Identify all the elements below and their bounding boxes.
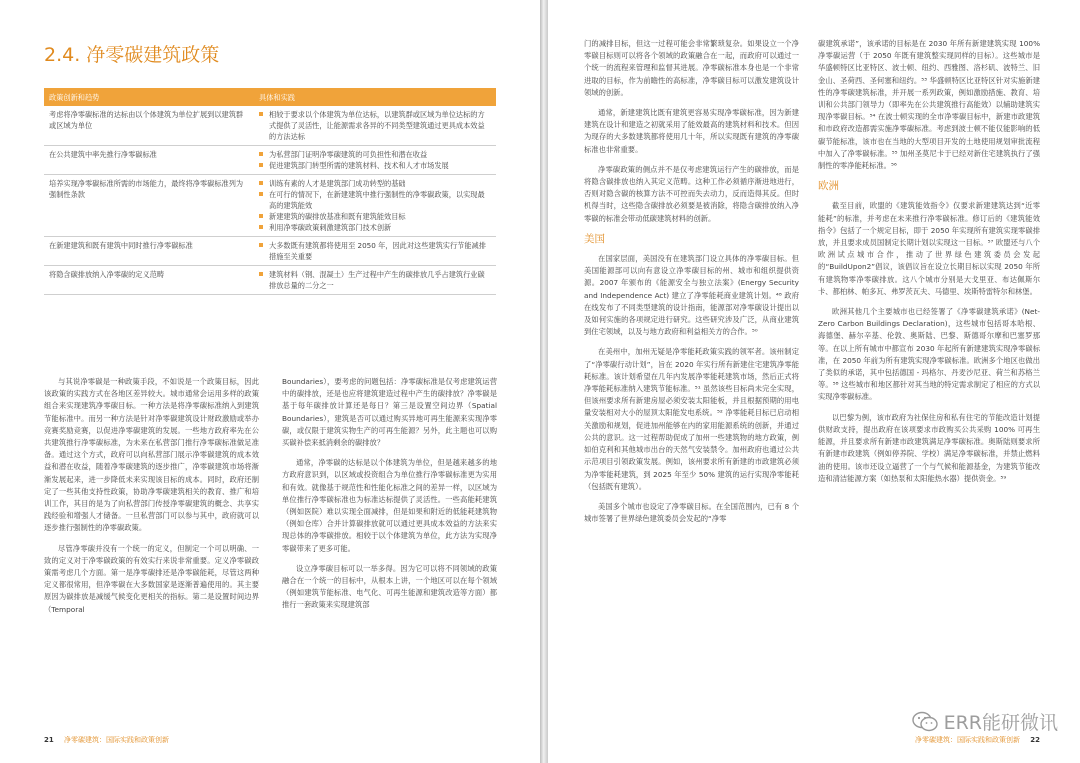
heading-usa: 美国 xyxy=(584,232,605,245)
policy-practices xyxy=(254,175,496,237)
practice-list xyxy=(259,178,491,233)
left-column-1 xyxy=(44,376,259,624)
watermark-text: ERR能研微讯 xyxy=(943,712,1058,734)
policy-practices xyxy=(254,146,496,175)
paragraph: 净零碳政策的侧点并不是仅考虑建筑运行产生的碳排放，而是将隐含碳排放也纳入其定义范畴。这种工作必须循序渐进地进行，否则对隐含碳的核算方法不可控而失去动力，反而造得其反。但时机得当时，这些隐含碳排放必须要是被消除，将隐含碳排放纳入净零碳的标准会带动低碳建筑材料的创新。 xyxy=(584,164,799,223)
practice-item: 促进建筑部门转型所需的建筑材料、技术和人才市场发展 xyxy=(259,160,491,171)
paragraph: 通常，新建建筑比既有建筑更容易实现净零碳标准，因为新建建筑在设计和建造之初就采用了能效最高的建筑材料和技术。但因为现存的大多数建筑都将使用几十年，所以实现既有建筑的净零碳标准也非常重要。 xyxy=(584,108,799,154)
policy-practices xyxy=(254,106,496,146)
running-footer: 净零碳建筑：国际实践和政策创新 xyxy=(915,736,1021,744)
paragraph: 碳建筑承诺”，该承诺的目标是在 2030 年所有新建建筑实现 100% 净零碳运营（于 2050 年既有建筑整实现同样的目标）。这些城市是华盛顿特区比亚特区、波士顿、纽约、西雅图、洛杉矶、波特兰、旧金山、圣荷西、圣何塞和纽约。⁵³ 华盛顿特区比亚特区针对实施新建性的净零碳建筑标准，并开展一系列政策，例如激励措施、教育、培训和公共部门领导力（即率先在公共建筑推行高能效）以辅助建筑实现净零碳目标。⁵⁴ 在波士顿实现的全市净零碳目标中，新建市政建筑和市政府改造都需实施净零碳标准。考虑到波士顿不能仅能影响的低碳节能标准，该市也在当地的大型项目开发的土地使用规划审批流程中加入了净零碳标准。⁵⁵ 加州圣莫尼卡于已经对新住宅建筑执行了强制性的零净能耗标准。⁵⁶ xyxy=(818,39,1040,171)
table-row xyxy=(44,106,496,146)
practice-list xyxy=(259,149,491,171)
table-header-row xyxy=(44,88,496,106)
policy-trend: 培养实现净零碳标准所需的市场能力，最终将净零碳标准列为强制性条款 xyxy=(44,175,254,237)
policy-trend: 在公共建筑中率先推行净零碳标准 xyxy=(44,146,254,175)
paragraph: 美国多个城市也设定了净零碳目标。在全国范围内，已有 8 个城市签署了世界绿色建筑委员会发起的“净零 xyxy=(584,501,799,524)
policy-trend: 将隐含碳排放纳入净零碳的定义范畴 xyxy=(44,266,254,295)
practice-item: 建筑材料（钢、混凝土）生产过程中产生的碳排放几乎占建筑行业碳排放总量的二分之一 xyxy=(259,269,491,291)
practice-item: 在可行的情况下，在新建建筑中推行强制性的净零碳政策，以实现最高的建筑能效 xyxy=(259,189,491,211)
practice-item: 训练有素的人才是建筑部门成功转型的基础 xyxy=(259,178,491,189)
table-row xyxy=(44,266,496,295)
heading-europe: 欧洲 xyxy=(818,180,839,193)
practice-item: 相较于要求以个体建筑为单位达标，以建筑群或区域为单位达标的方式提供了灵活性，让能源需求各异的不同类型建筑通过更具成本效益的方法达标 xyxy=(259,109,491,142)
practice-item: 为私营部门证明净零碳建筑的可负担性和潜在收益 xyxy=(259,149,491,160)
paragraph: 以巴黎为例，该市政府为社保住房和私有住宅的节能改造计划提供财政支持，提出政府在该项要求市政购买公共采购 100% 可再生能源，并且要求所有新建市政建筑满足净零碳标准。奥斯陆则要求所有新建市政建筑（例如停养院、学校）满足净零碳标准，并禁止燃料油的使用。该市还设立逼营了一个与气候和能源基金，为建筑节能改造和清洁能源方案（如热泵和太阳能热水器）提供资金。⁵⁹ xyxy=(818,412,1040,483)
paragraph: 通常，净零碳的达标是以个体建筑为单位，但是越来越多的地方政府意识到，以区域或投资组合为单位推行净零碳标准更为实用和有效。就像基于规范性和性能化标准之间的差异一样，以区域为单位推行净零碳标准也为标准达标提供了灵活性。一些高能耗建筑（例如医院）难以实现全面减排，但是如果和附近的低能耗建筑物（例如仓库）合并计算碳排放就可以通过更具成本效益的方法来实现总体的净零碳排放。相较于以个体建筑为单位，此方法为实现净零碳带来了更多可能。 xyxy=(282,458,497,553)
table-header-practice: 具体和实践 xyxy=(254,88,496,106)
table-row xyxy=(44,146,496,175)
paragraph: 与其说净零碳是一种政策手段，不如说是一个政策目标，因此该政策的实践方式在各地区差异较大。城市通常会运用多样的政策组合来实现建筑净零碳目标。一种方法是将净零碳标准纳入到建筑节能标准中。而另一种方法是针对净零碳建筑设计财政激励或举办竞赛奖励竞赛，以促进净零碳建筑的发展。一些地方政府率先在公共建筑推行净零碳标准，为未来在私营部门推行净零碳标准做足准备。通过这个方式，政府可以向私营部门展示净零碳建筑的成本效益和潜在收益，随着净零碳建筑的逐步推广，净零碳建筑市场将渐渐发展起来，进一步降低未来实现该目标的成本。同时，政府还制定了一些其他支持性政策，协助净零碳建筑相关的教育、推广和培训工作，其目的是为了向私营部门传授净零碳建筑的概念、共享实践经验和增强人才储备。一旦私营部门可以参与其中，政府就可以逐步推行强制性的净零碳政策。 xyxy=(44,377,259,533)
policy-trend: 在新建建筑和既有建筑中同时推行净零碳标准 xyxy=(44,237,254,266)
practice-item: 大多数既有建筑都将使用至 2050 年，因此对这些建筑实行节能减排措施至关重要 xyxy=(259,240,491,262)
left-column-2 xyxy=(282,376,497,620)
right-column-1 xyxy=(584,38,799,533)
policy-practices xyxy=(254,237,496,266)
paragraph: 截至目前，欧盟的《建筑能效指令》仅要求新建建筑达到“近零能耗”的标准，并考虑在未来推行净零碳标准。修订后的《建筑能效指令》包括了一个规定目标，即于 2050 年实现所有建筑实现零碳排放，并且要求成员国制定长期计划以实现这一目标。⁵⁷ 欧盟还与八个欧洲试点城市合作，推动了世界绿色建筑委员会发起的“BuildUpon2”倡议，该倡议旨在设立长期目标以实现 2050 年所有建筑物零净零碳排放。这八个城市分别是大戈里亚、布达佩斯尔卡、都柏林、帕多瓦、弗罗茨瓦夫、马德里、埃斯特雷特尔和林堡。 xyxy=(818,201,1040,296)
practice-item: 利用净零碳政策刺激建筑部门技术创新 xyxy=(259,222,491,233)
paragraph: 在国家层面，美国没有在建筑部门设立具体的净零碳目标。但美国能源部可以向有意设立净零碳目标的州、城市和组织提供资源。2007 年颁布的《能源安全与独立法案》(Energy Security and Independence Act) 建立了净零能耗商业建筑计划。⁴⁸ 政府在线发布了不同类型建筑的设计指南，能源部对净零碳设计提出以及如何实施的各项规定进行研究。这些研究涉及广泛，从商业建筑到住宅领域，以及与地方政府和利益相关方的合作。⁵⁰ xyxy=(584,254,799,337)
right-page xyxy=(548,0,1080,763)
running-footer: 净零碳建筑：国际实践和政策创新 xyxy=(63,736,169,744)
page-number: 22 xyxy=(1030,736,1040,744)
section-title: 2.4. 净零碳建筑政策 xyxy=(44,44,220,66)
left-footer xyxy=(44,735,169,745)
table-row xyxy=(44,175,496,237)
policy-table xyxy=(44,88,496,295)
paragraph: Boundaries），要考虑的问题包括：净零碳标准是仅考虑建筑运营中的碳排放，还是也应将建筑建造过程中产生的碳排放？净零碳是基于每年碳排放计算还是每日？第三是设置空间边界（Spatial Boundaries），建筑是否可以通过购买异地可再生能源来实现净零碳，或仅限于建筑实物生产的可再生能源？另外，此主题也可以购买碳补偿来抵消剩余的碳排放？ xyxy=(282,377,497,448)
watermark xyxy=(912,708,1058,735)
right-footer xyxy=(915,735,1040,745)
paragraph: 在美州中，加州无疑是净零能耗政策实践的领军者。该州制定了“净零碳行动计划”，旨在 2020 年实行所有新建住宅建筑净零能耗标准。该计划希望在几年内发展净零能耗建筑市场，然后正式将净零能耗标准纳入建筑节能标准。⁵¹ 虽然该些目标尚未完全实现，但该州要求所有新建房屋必须安装太阳能板，并且根据预期的用电量安装相对大小的屋顶太阳能发电系统。⁵² 净零能耗目标已启动相关激励和规划，促进加州能够在内的家用能源系统的创新，并通过公共的意识。这一过程帮助促成了加州一些建筑物的地方政策，例如伯克利和其他城市出台的天然气安装禁令。加州政府也通过公共示范项目引领政策发展。例如，该州要求所有新建的市政建筑必须为净零能耗建筑，到 2025 年至少 50% 建筑的运行实现净零能耗（包括既有建筑）。 xyxy=(584,347,799,491)
practice-item: 新建建筑的碳排放基准和既有建筑能效目标 xyxy=(259,211,491,222)
practice-list xyxy=(259,269,491,291)
practice-list xyxy=(259,240,491,262)
page-number: 21 xyxy=(44,736,54,744)
book-spine xyxy=(540,0,548,763)
paragraph: 尽管净零碳并没有一个统一的定义，但制定一个可以明确、一致的定义对于净零碳政策的有效实行来说非常重要。定义净零碳政策需考虑几个方面。第一是净零碳排还是净零碳能耗，尽管这两种定义都很常用，但净零碳在大多数国家是逐渐普遍使用的。其主要原因为碳排放是减缓气候变化更相关的指标。第二是设置时间边界（Temporal xyxy=(44,543,259,614)
policy-practices xyxy=(254,266,496,295)
table-row xyxy=(44,237,496,266)
paragraph: 欧洲其他几个主要城市也已经签署了《净零碳建筑承诺》(Net-Zero Carbon Buildings Declaration)，这些城市包括哥本哈根、海德堡、赫尔辛基、伦敦、奥斯陆、巴黎、斯德哥尔摩和巴塞罗那等。在以上所有城市中都宣布 2030 年起所有新建建筑实现净零碳标准，在 2050 年前为所有建筑实现净零碳标准。欧洲多个地区也做出了类似的承诺，其中包括德国 - 玛格尔、丹麦沙尼亚、荷兰和苏格兰等。⁵⁸ 这些城市和地区都针对其当地的特定需求制定了相应的方式以实现净零碳标准。 xyxy=(818,307,1040,402)
wechat-icon xyxy=(912,711,938,733)
practice-list xyxy=(259,109,491,142)
table-header-trend: 政策创新和趋势 xyxy=(44,88,254,106)
right-column-2 xyxy=(818,38,1040,493)
paragraph: 门的减排目标，但这一过程可能会非常繁琐复杂。如果设立一个净零碳目标则可以将各个领域的政策融合在一起，而政府可以通过一个统一的流程来管理和监督其进展。净零碳标准本身也是一个非常进取的目标，作为前瞻性的高标准，净零碳目标可以激发建筑设计领域的创新。 xyxy=(584,39,799,97)
paragraph: 设立净零碳目标可以一举多得。因为它可以将不同领域的政策融合在一个统一的目标中，从根本上讲，一个地区可以在每个领域（例如建筑节能标准、电气化、可再生能源和建筑改造等方面）都推行一套政策来实现建筑部 xyxy=(282,563,497,610)
policy-trend: 考虑将净零碳标准的达标由以个体建筑为单位扩展到以建筑群或区域为单位 xyxy=(44,106,254,146)
